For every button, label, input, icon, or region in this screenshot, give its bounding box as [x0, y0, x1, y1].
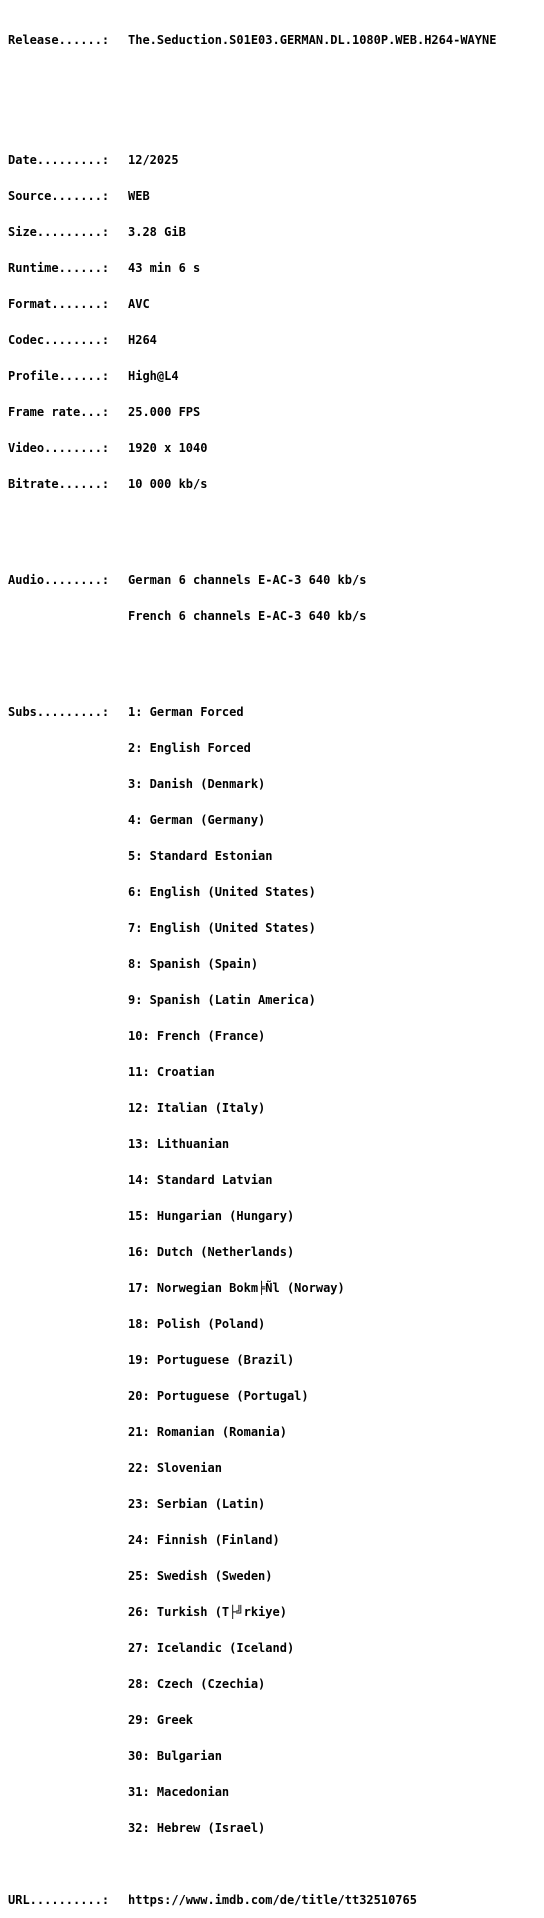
subs-track: 4: German (Germany) [128, 813, 266, 827]
subs-row [8, 706, 496, 718]
release-value: The.Seduction.S01E03.GERMAN.DL.1080P.WEB.H264-WAYNE [128, 33, 497, 47]
size-label: Size.........: [8, 225, 117, 239]
subs-row [8, 1642, 496, 1654]
indent [8, 958, 128, 970]
subs-track: 10: French (France) [128, 1029, 266, 1043]
indent [8, 1030, 128, 1042]
url-link[interactable]: https://www.imdb.com/de/title/tt32510765 [128, 1893, 417, 1907]
indent [8, 610, 128, 622]
subs-row [8, 886, 496, 898]
indent [8, 1174, 128, 1186]
codec-row [8, 334, 496, 346]
bitrate-label: Bitrate......: [8, 477, 117, 491]
indent [8, 1318, 128, 1330]
indent [8, 1534, 128, 1546]
indent [8, 1066, 128, 1078]
indent [8, 814, 128, 826]
url-label: URL..........: [8, 1893, 117, 1907]
indent [8, 1390, 128, 1402]
info-fields [8, 130, 496, 514]
subs-section [8, 682, 496, 1858]
subs-row [8, 814, 496, 826]
subs-row [8, 1750, 496, 1762]
subs-row [8, 1066, 496, 1078]
subs-track: 5: Standard Estonian [128, 849, 273, 863]
indent [8, 1426, 128, 1438]
nfo-text-block [8, 10, 496, 1918]
subs-row [8, 1138, 496, 1150]
subs-track: 20: Portuguese (Portugal) [128, 1389, 309, 1403]
subs-track: 13: Lithuanian [128, 1137, 230, 1151]
indent [8, 1570, 128, 1582]
indent [8, 1282, 128, 1294]
format-row [8, 298, 496, 310]
subs-row [8, 1534, 496, 1546]
subs-track: 9: Spanish (Latin America) [128, 993, 316, 1007]
subs-track: 22: Slovenian [128, 1461, 222, 1475]
video-value: 1920 x 1040 [128, 441, 208, 455]
indent [8, 1210, 128, 1222]
profile-value: High@L4 [128, 369, 179, 383]
indent [8, 1750, 128, 1762]
profile-row [8, 370, 496, 382]
bitrate-value: 10 000 kb/s [128, 477, 208, 491]
subs-track: 16: Dutch (Netherlands) [128, 1245, 295, 1259]
indent [8, 1102, 128, 1114]
subs-track: 27: Icelandic (Iceland) [128, 1641, 295, 1655]
subs-track: 6: English (United States) [128, 885, 316, 899]
subs-row [8, 1318, 496, 1330]
subs-row [8, 1606, 496, 1618]
audio-section [8, 550, 496, 646]
subs-track: 23: Serbian (Latin) [128, 1497, 266, 1511]
indent [8, 1678, 128, 1690]
date-label: Date.........: [8, 153, 117, 167]
date-row [8, 154, 496, 166]
subs-row [8, 850, 496, 862]
subs-track: 1: German Forced [128, 705, 244, 719]
size-row [8, 226, 496, 238]
video-row [8, 442, 496, 454]
source-row [8, 190, 496, 202]
subs-track: 28: Czech (Czechia) [128, 1677, 266, 1691]
bitrate-row [8, 478, 496, 490]
subs-row [8, 1354, 496, 1366]
frame-rate-value: 25.000 FPS [128, 405, 201, 419]
subs-track: 14: Standard Latvian [128, 1173, 273, 1187]
frame-rate-row [8, 406, 496, 418]
subs-track: 21: Romanian (Romania) [128, 1425, 287, 1439]
audio-label: Audio........: [8, 573, 117, 587]
subs-row [8, 1102, 496, 1114]
profile-label: Profile......: [8, 369, 117, 383]
source-value: WEB [128, 189, 150, 203]
audio-row [8, 610, 496, 622]
subs-row [8, 778, 496, 790]
subs-track: 29: Greek [128, 1713, 194, 1727]
subs-track: 7: English (United States) [128, 921, 316, 935]
subs-row [8, 742, 496, 754]
format-label: Format.......: [8, 297, 117, 311]
subs-track: 19: Portuguese (Brazil) [128, 1353, 295, 1367]
subs-track: 24: Finnish (Finland) [128, 1533, 280, 1547]
subs-row [8, 1786, 496, 1798]
blank-line [8, 82, 496, 94]
subs-track: 31: Macedonian [128, 1785, 230, 1799]
subs-track: 15: Hungarian (Hungary) [128, 1209, 295, 1223]
codec-value: H264 [128, 333, 157, 347]
release-label: Release......: [8, 33, 117, 47]
indent [8, 1642, 128, 1654]
subs-row [8, 1462, 496, 1474]
indent [8, 850, 128, 862]
indent [8, 742, 128, 754]
subs-track: 11: Croatian [128, 1065, 215, 1079]
runtime-label: Runtime......: [8, 261, 117, 275]
subs-track: 12: Italian (Italy) [128, 1101, 266, 1115]
subs-row [8, 1822, 496, 1834]
indent [8, 1462, 128, 1474]
subs-track: 32: Hebrew (Israel) [128, 1821, 266, 1835]
subs-row [8, 1174, 496, 1186]
indent [8, 1786, 128, 1798]
indent [8, 1138, 128, 1150]
runtime-row [8, 262, 496, 274]
audio-track: French 6 channels E-AC-3 640 kb/s [128, 609, 367, 623]
subs-track: 8: Spanish (Spain) [128, 957, 259, 971]
indent [8, 1714, 128, 1726]
indent [8, 1606, 128, 1618]
indent [8, 1498, 128, 1510]
date-value: 12/2025 [128, 153, 179, 167]
indent [8, 778, 128, 790]
subs-row [8, 1498, 496, 1510]
subs-track: 3: Danish (Denmark) [128, 777, 266, 791]
indent [8, 1822, 128, 1834]
subs-row [8, 994, 496, 1006]
subs-row [8, 1426, 496, 1438]
indent [8, 1354, 128, 1366]
subs-track: 25: Swedish (Sweden) [128, 1569, 273, 1583]
audio-row [8, 574, 496, 586]
subs-track: 17: Norwegian Bokm╞Ñl (Norway) [128, 1281, 345, 1295]
subs-row [8, 1246, 496, 1258]
subs-label: Subs.........: [8, 705, 117, 719]
subs-row [8, 1282, 496, 1294]
indent [8, 922, 128, 934]
subs-row [8, 1714, 496, 1726]
indent [8, 1246, 128, 1258]
subs-row [8, 1390, 496, 1402]
subs-track: 30: Bulgarian [128, 1749, 222, 1763]
subs-row [8, 958, 496, 970]
runtime-value: 43 min 6 s [128, 261, 201, 275]
indent [8, 994, 128, 1006]
source-label: Source.......: [8, 189, 117, 203]
subs-row [8, 1570, 496, 1582]
subs-track: 18: Polish (Poland) [128, 1317, 266, 1331]
subs-row [8, 1210, 496, 1222]
subs-row [8, 1030, 496, 1042]
size-value: 3.28 GiB [128, 225, 186, 239]
subs-track: 2: English Forced [128, 741, 251, 755]
subs-row [8, 1678, 496, 1690]
codec-label: Codec........: [8, 333, 117, 347]
frame-rate-label: Frame rate...: [8, 405, 117, 419]
audio-track: German 6 channels E-AC-3 640 kb/s [128, 573, 367, 587]
format-value: AVC [128, 297, 150, 311]
release-row [8, 34, 496, 46]
video-label: Video........: [8, 441, 117, 455]
subs-track: 26: Turkish (T├╝rkiye) [128, 1605, 287, 1619]
url-row [8, 1894, 496, 1906]
indent [8, 886, 128, 898]
subs-row [8, 922, 496, 934]
